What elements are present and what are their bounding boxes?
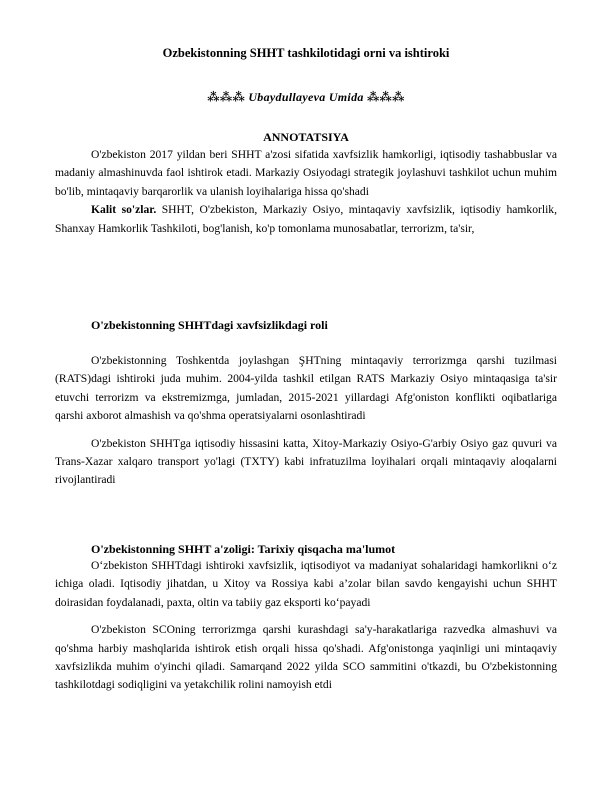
section-heading-history: O'zbekistonning SHHT a'zoligi: Tarixiy qisqacha ma'lumot [91, 542, 396, 556]
section-history-paragraph-1: O‘zbekiston SHHTdagi ishtiroki xavfsizlik, iqtisodiyot va madaniyat sohalaridagi hamkorlikni o‘z ichiga oladi. Iqtisodiy jihatdan, u Xitoy va Rossiya kabi a’zolar bilan savdo kengayishi uchun SHHT doirasidan foydalanadi, paxta, oltin va tabiiy gaz eksporti ko‘payadi [55, 559, 557, 609]
keywords-paragraph [55, 201, 557, 238]
abstract-block [55, 146, 557, 238]
section-security-body [55, 352, 557, 490]
abstract-text: O'zbekiston 2017 yildan beri SHHT a'zosi sifatida xavfsizlik hamkorligi, iqtisodiy tashabbuslar va madaniy almashinuvda faol ishtirok etadi. Markaziy Osiyodagi strategik joylashuvi tashkilot uchun muhim bo'lib, mintaqaviy barqarorlik va ulanish loyihalariga hissa qo'shadi [55, 148, 557, 198]
section-heading-security: O'zbekistonning SHHTdagi xavfsizlikdagi roli [91, 318, 328, 332]
author-line: ⁂⁂⁂ Ubaydullayeva Umida ⁂⁂⁂ [207, 90, 405, 104]
paper-title: Ozbekistonning SHHT tashkilotidagi orni va ishtiroki [162, 46, 450, 60]
keywords-text: SHHT, O'zbekiston, Markaziy Osiyo, mintaqaviy xavfsizlik, iqtisodiy hamkorlik, Shanxay Hamkorlik Tashkiloti, bog'lanish, ko'p tomonlama munosabatlar, terrorizm, ta'sir, [55, 203, 557, 235]
abstract-heading: ANNOTATSIYA [263, 130, 349, 144]
section-security-paragraph-2: O'zbekiston SHHTga iqtisodiy hissasini katta, Xitoy-Markaziy Osiyo-G'arbiy Osiyo gaz quvuri va Trans-Xazar xalqaro transport yo'lagi (TXTY) kabi infratuzilma loyihalari orqali mintaqaviy aloqalarni rivojlantiradi [55, 436, 557, 487]
keywords-label: Kalit so'zlar. [91, 203, 157, 217]
section-history-body [55, 557, 557, 695]
section-history-paragraph-2: O'zbekiston SCOning terrorizmga qarshi kurashdagi sa'y-harakatlariga razvedka almashuvi va qo'shma harbiy mashqlarida ishtirok etish orqali hissa qo'shadi. Afg'onistonga yaqinligi uni mintaqaviy xavfsizlikda muhim o'yinchi qiladi. Samarqand 2022 yilda SCO sammitini o'tkazdi, bu O'zbekistonning tashkilotdagi sodiqligini va yetakchilik rolini namoyish etdi [55, 623, 557, 692]
section-security-paragraph-1: O'zbekistonning Toshkentda joylashgan ŞHTning mintaqaviy terrorizmga qarshi tuzilmasi (RATS)dagi ishtiroki juda muhim. 2004-yilda tashkil etilgan RATS Markaziy Osiyo mintaqasiga ta'sir etuvchi terrorizm va ekstremizmga, jumladan, 2015-2021 yillardagi Afg'oniston konflikti oqibatlariga qarshi axborot almashish va qo'shma operatsiyalarni osonlashtiradi [55, 354, 557, 423]
